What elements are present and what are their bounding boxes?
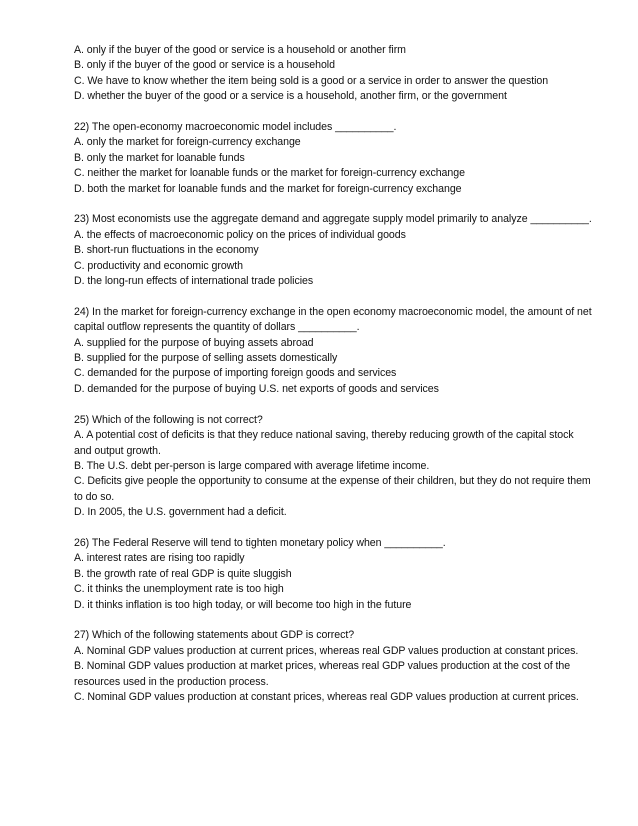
option-b: B. the growth rate of real GDP is quite sluggish bbox=[74, 567, 292, 580]
option-a: A. only the market for foreign-currency exchange bbox=[74, 136, 301, 149]
question-text: 25) Which of the following is not correct? bbox=[74, 413, 263, 426]
option-d: D. it thinks inflation is too high today, or will become too high in the future bbox=[74, 598, 412, 611]
option-b: B. short-run fluctuations in the economy bbox=[74, 244, 259, 257]
option-a: A. the effects of macroeconomic policy on the prices of individual goods bbox=[74, 228, 406, 241]
option-c: C. demanded for the purpose of importing foreign goods and services bbox=[74, 367, 397, 380]
option-a: A. supplied for the purpose of buying assets abroad bbox=[74, 336, 314, 349]
option-b: B. supplied for the purpose of selling assets domestically bbox=[74, 352, 338, 365]
question-list bbox=[74, 43, 594, 721]
question-text: 26) The Federal Reserve will tend to tighten monetary policy when __________. bbox=[74, 536, 446, 549]
option-d: D. both the market for loanable funds and the market for foreign-currency exchange bbox=[74, 182, 462, 195]
question-block-26 bbox=[74, 536, 594, 613]
question-text: 23) Most economists use the aggregate demand and aggregate supply model primarily to analyze __________. bbox=[74, 213, 592, 226]
question-block-22 bbox=[74, 120, 594, 197]
question-block-21 bbox=[74, 43, 594, 105]
question-block-24 bbox=[74, 305, 594, 397]
option-a: A. A potential cost of deficits is that they reduce national saving, thereby reducing growth of the capital stock and output growth. bbox=[74, 429, 574, 457]
option-c: C. Deficits give people the opportunity to consume at the expense of their children, but they do not require them to do so. bbox=[74, 475, 591, 503]
option-a: A. Nominal GDP values production at current prices, whereas real GDP values production at constant prices. bbox=[74, 644, 579, 657]
option-b: B. only if the buyer of the good or service is a household bbox=[74, 59, 335, 72]
question-text: 22) The open-economy macroeconomic model includes __________. bbox=[74, 121, 397, 134]
option-c: C. neither the market for loanable funds or the market for foreign-currency exchange bbox=[74, 167, 465, 180]
option-d: D. the long-run effects of international trade policies bbox=[74, 275, 314, 288]
option-c: C. Nominal GDP values production at constant prices, whereas real GDP values production at current prices. bbox=[74, 690, 579, 703]
option-c: C. it thinks the unemployment rate is too high bbox=[74, 583, 284, 596]
option-c: C. We have to know whether the item being sold is a good or a service in order to answer the question bbox=[74, 74, 549, 87]
option-c: C. productivity and economic growth bbox=[74, 259, 244, 272]
option-a: A. only if the buyer of the good or service is a household or another firm bbox=[74, 44, 406, 56]
question-text: 27) Which of the following statements about GDP is correct? bbox=[74, 629, 355, 642]
question-text: 24) In the market for foreign-currency exchange in the open economy macroeconomic model, the amount of net capital outflow represents the quantity of dollars __________. bbox=[74, 305, 592, 334]
question-block-23 bbox=[74, 212, 594, 289]
question-block-25 bbox=[74, 413, 594, 521]
option-d: D. In 2005, the U.S. government had a deficit. bbox=[74, 506, 287, 519]
option-b: B. Nominal GDP values production at market prices, whereas real GDP values production at the cost of the resources used in the production process. bbox=[74, 660, 571, 688]
option-d: D. whether the buyer of the good or a service is a household, another firm, or the government bbox=[74, 90, 507, 103]
option-b: B. The U.S. debt per-person is large compared with average lifetime income. bbox=[74, 459, 430, 472]
question-block-27 bbox=[74, 628, 594, 705]
option-a: A. interest rates are rising too rapidly bbox=[74, 552, 245, 565]
option-d: D. demanded for the purpose of buying U.S. net exports of goods and services bbox=[74, 382, 439, 395]
option-b: B. only the market for loanable funds bbox=[74, 151, 245, 164]
